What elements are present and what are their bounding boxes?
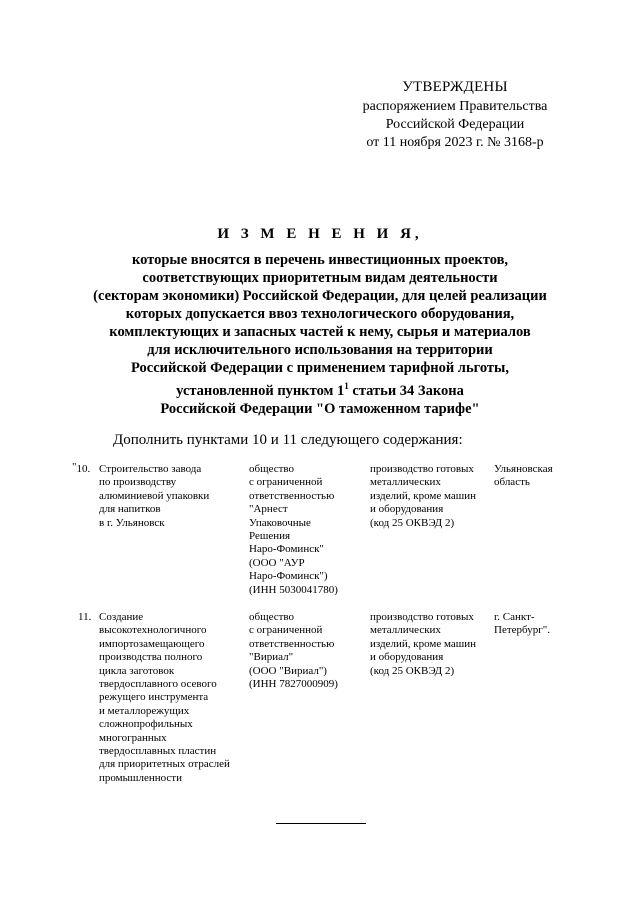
cell-line: Наро-Фоминск"	[249, 543, 324, 556]
cell-line: твердосплавного осевого	[99, 678, 217, 691]
company-cell	[249, 611, 365, 691]
cell-line: импортозамещающего	[99, 637, 205, 650]
region-cell	[494, 463, 590, 490]
cell-line: общество	[249, 611, 295, 623]
cell-line: алюминиевой упаковки	[99, 489, 210, 502]
title-line-post: статьи 34 Закона	[348, 383, 464, 399]
cell-line: и оборудования	[370, 503, 444, 516]
cell-line: по производству	[99, 476, 177, 489]
cell-line: (код 25 ОКВЭД 2)	[370, 664, 455, 677]
cell-line: г. Санкт-	[494, 611, 535, 623]
cell-line: для приоритетных отраслей	[99, 758, 230, 771]
cell-line: и оборудования	[370, 651, 444, 664]
cell-line: металлических	[370, 476, 441, 489]
row-number-text: 10.	[76, 463, 91, 475]
approval-line-2: Российской Федерации	[385, 117, 525, 132]
cell-line: (ООО "АУР	[249, 556, 305, 569]
cell-line: "Арнест	[249, 503, 288, 516]
cell-line: твердосплавных пластин	[99, 745, 217, 758]
title-main: И З М Е Н Е Н И Я,	[217, 226, 423, 242]
cell-line: Решения	[249, 530, 291, 543]
title-line: соответствующих приоритетным видам деятельности	[142, 270, 498, 286]
cell-line: изделий, кроме машин	[370, 637, 477, 650]
title-line-with-sup	[60, 377, 580, 400]
cell-line: многогранных	[99, 731, 167, 744]
cell-line: для напитков	[99, 503, 161, 516]
table-row	[60, 611, 590, 811]
opening-quote: "	[72, 461, 77, 473]
cell-line: (код 25 ОКВЭД 2)	[370, 516, 455, 529]
cell-line: промышленности	[99, 771, 182, 784]
title-line: Российской Федерации с применением тарифной льготы,	[131, 360, 509, 376]
cell-line: (ИНН 7827000909)	[249, 678, 338, 691]
cell-line: общество	[249, 463, 295, 475]
cell-line: производство готовых	[370, 611, 474, 623]
closing-rule	[276, 823, 366, 824]
cell-line: в г. Ульяновск	[99, 516, 165, 529]
title-line: (секторам экономики) Российской Федерации, для целей реализации	[93, 288, 547, 304]
activity-cell	[370, 611, 495, 678]
cell-line: с ограниченной	[249, 476, 323, 489]
cell-line: Создание	[99, 611, 144, 623]
cell-line: производство готовых	[370, 463, 474, 475]
cell-line: и металлорежущих	[99, 704, 190, 717]
cell-line: Упаковочные	[249, 516, 311, 529]
intro-text: Дополнить пунктами 10 и 11 следующего содержания:	[113, 432, 463, 448]
cell-line: цикла заготовок	[99, 664, 175, 677]
cell-line: Петербург".	[494, 624, 550, 637]
cell-line: высокотехнологичного	[99, 624, 207, 637]
cell-line: (ООО "Вириал")	[249, 664, 327, 677]
projects-table	[60, 463, 590, 811]
project-name-cell	[99, 611, 249, 785]
cell-line: металлических	[370, 624, 441, 637]
approval-line-3: от 11 ноября 2023 г. № 3168-р	[366, 135, 544, 150]
region-cell	[494, 611, 590, 638]
company-cell	[249, 463, 365, 597]
title-line: которых допускается ввоз технологического оборудования,	[125, 306, 515, 322]
cell-line: "Вириал"	[249, 651, 294, 664]
cell-line: ответственностью	[249, 489, 335, 502]
title-line-last: Российской Федерации "О таможенном тарифе"	[160, 401, 480, 417]
approval-block	[350, 78, 560, 152]
cell-line: Ульяновская	[494, 463, 553, 475]
title-superscript: 1	[344, 381, 349, 391]
document-title	[60, 225, 580, 418]
cell-line: с ограниченной	[249, 624, 323, 637]
cell-line: производства полного	[99, 651, 203, 664]
cell-line: область	[494, 476, 530, 489]
cell-line: (ИНН 5030041780)	[249, 583, 338, 596]
title-subtitle	[60, 251, 580, 418]
cell-line: ответственностью	[249, 637, 335, 650]
row-number-text: 11.	[78, 611, 92, 623]
cell-line: изделий, кроме машин	[370, 489, 477, 502]
approval-heading: УТВЕРЖДЕНЫ	[402, 79, 508, 95]
title-line: комплектующих и запасных частей к нему, сырья и материалов	[109, 324, 531, 340]
cell-line: режущего инструмента	[99, 691, 209, 704]
cell-line: сложнопрофильных	[99, 718, 193, 731]
project-name-cell	[99, 463, 249, 530]
cell-line: Наро-Фоминск")	[249, 570, 328, 583]
cell-line: Строительство завода	[99, 463, 202, 475]
title-line-pre: установленной пунктом 1	[176, 383, 345, 399]
title-line: которые вносятся в перечень инвестиционных проектов,	[131, 252, 509, 268]
activity-cell	[370, 463, 495, 530]
approval-line-1: распоряжением Правительства	[362, 99, 548, 114]
table-row	[60, 463, 590, 611]
title-line: для исключительного использования на территории	[147, 342, 493, 358]
